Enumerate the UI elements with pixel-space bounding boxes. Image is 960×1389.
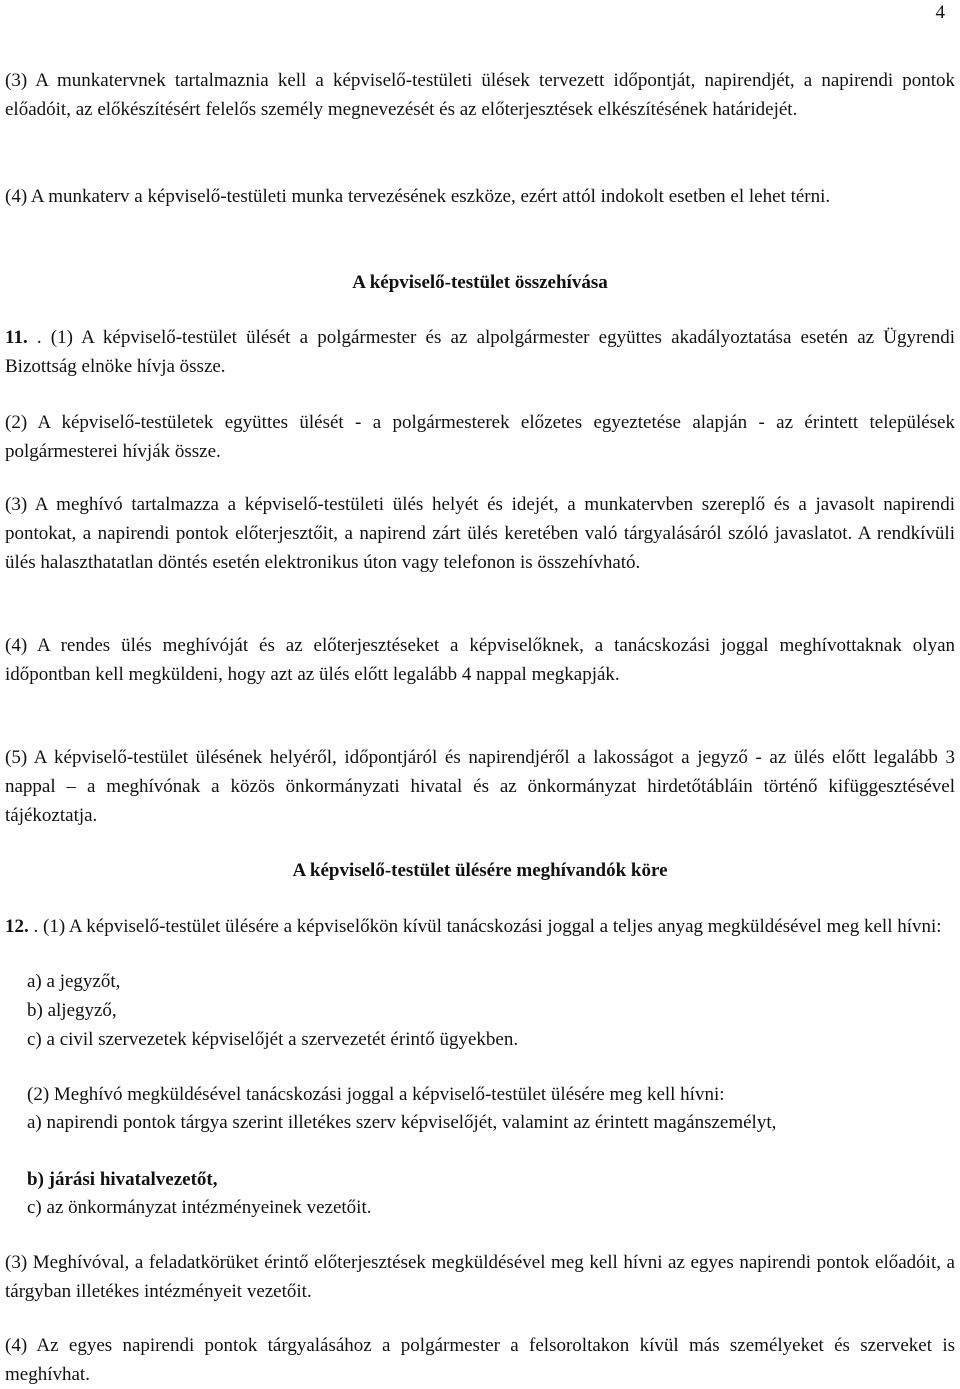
section-11-paragraph-3: (3) A meghívó tartalmazza a képviselő-testületi ülés helyét és idejét, a munkatervben szereplő és a javasolt napirendi pontokat, a napirendi pontok előterjesztőit, a napirend zárt ülés keretében való tárgyalásáról szóló javaslatot. A rendkívüli ülés halaszthatatlan döntés esetén elektronikus úton vagy telefonon is összehívható. [5,494,955,573]
section-heading-convening: A képviselő-testület összehívása [352,272,608,293]
page-number: 4 [935,2,945,23]
section-12-paragraph-2c: c) az önkormányzat intézményeinek vezetőit. [27,1197,372,1218]
section-11-paragraph-2: (2) A képviselő-testületek együttes ülését - a polgármesterek előzetes egyeztetése alapján - az érintett települések polgármesterei hívják össze. [5,412,955,462]
section-heading-invitees: A képviselő-testület ülésére meghívandók köre [292,860,668,881]
paragraph-3-work-plan-contents: (3) A munkatervnek tartalmaznia kell a képviselő-testületi ülések tervezett időpontját, napirendjét, a napirendi pontok előadóit, az előkészítésért felelős személy megnevezését és az előterjesztések elkészítésének határidejét. [5,70,955,120]
section-11-paragraph-1 [5,323,955,381]
section-11-paragraph-1-text: . (1) A képviselő-testület ülését a polgármester és az alpolgármester együttes akadályoztatása esetén az Ügyrendi Bizottság elnöke hívja össze. [5,327,955,377]
section-11-paragraph-4: (4) A rendes ülés meghívóját és az előterjesztéseket a képviselőknek, a tanácskozási joggal meghívottaknak olyan időpontban kell megküldeni, hogy azt az ülés előtt legalább 4 nappal megkapják. [5,635,955,685]
section-12-paragraph-2a: a) napirendi pontok tárgya szerint illetékes szerv képviselőjét, valamint az érintett magánszemélyt, [27,1112,777,1133]
section-11-number: 11. [5,327,28,348]
section-12-paragraph-2: (2) Meghívó megküldésével tanácskozási joggal a képviselő-testület ülésére meg kell hívni: [27,1084,725,1105]
section-12-paragraph-2b: b) járási hivatalvezetőt, [27,1169,218,1190]
section-12-paragraph-1-text: . (1) A képviselő-testület ülésére a képviselőkön kívül tanácskozási joggal a teljes anyag megküldésével meg kell hívni: [33,916,942,937]
section-12-number: 12. [5,916,29,937]
section-12-invitee-list [27,967,955,1054]
section-11-paragraph-5: (5) A képviselő-testület ülésének helyéről, időpontjáról és napirendjéről a lakosságot a jegyző - az ülés előtt legalább 3 nappal – a meghívónak a közös önkormányzati hivatal és az önkormányzat hirdetőtábláin történő kifüggesztésével tájékoztatja. [5,747,955,826]
list-item: a) a jegyzőt, [27,971,121,992]
section-12-paragraph-4: (4) Az egyes napirendi pontok tárgyalásához a polgármester a felsoroltakon kívül más személyeket és szerveket is meghívhat. [5,1335,955,1385]
list-item: b) aljegyző, [27,1000,117,1021]
list-item: c) a civil szervezetek képviselőjét a szervezetét érintő ügyekben. [27,1029,519,1050]
section-12-paragraph-1 [5,912,955,941]
paragraph-4-work-plan-deviation: (4) A munkaterv a képviselő-testületi munka tervezésének eszköze, ezért attól indokolt esetben el lehet térni. [5,186,831,207]
section-12-paragraph-3: (3) Meghívóval, a feladatkörüket érintő előterjesztések megküldésével meg kell hívni az egyes napirendi pontok előadóit, a tárgyban illetékes intézményeit vezetőit. [5,1252,955,1302]
